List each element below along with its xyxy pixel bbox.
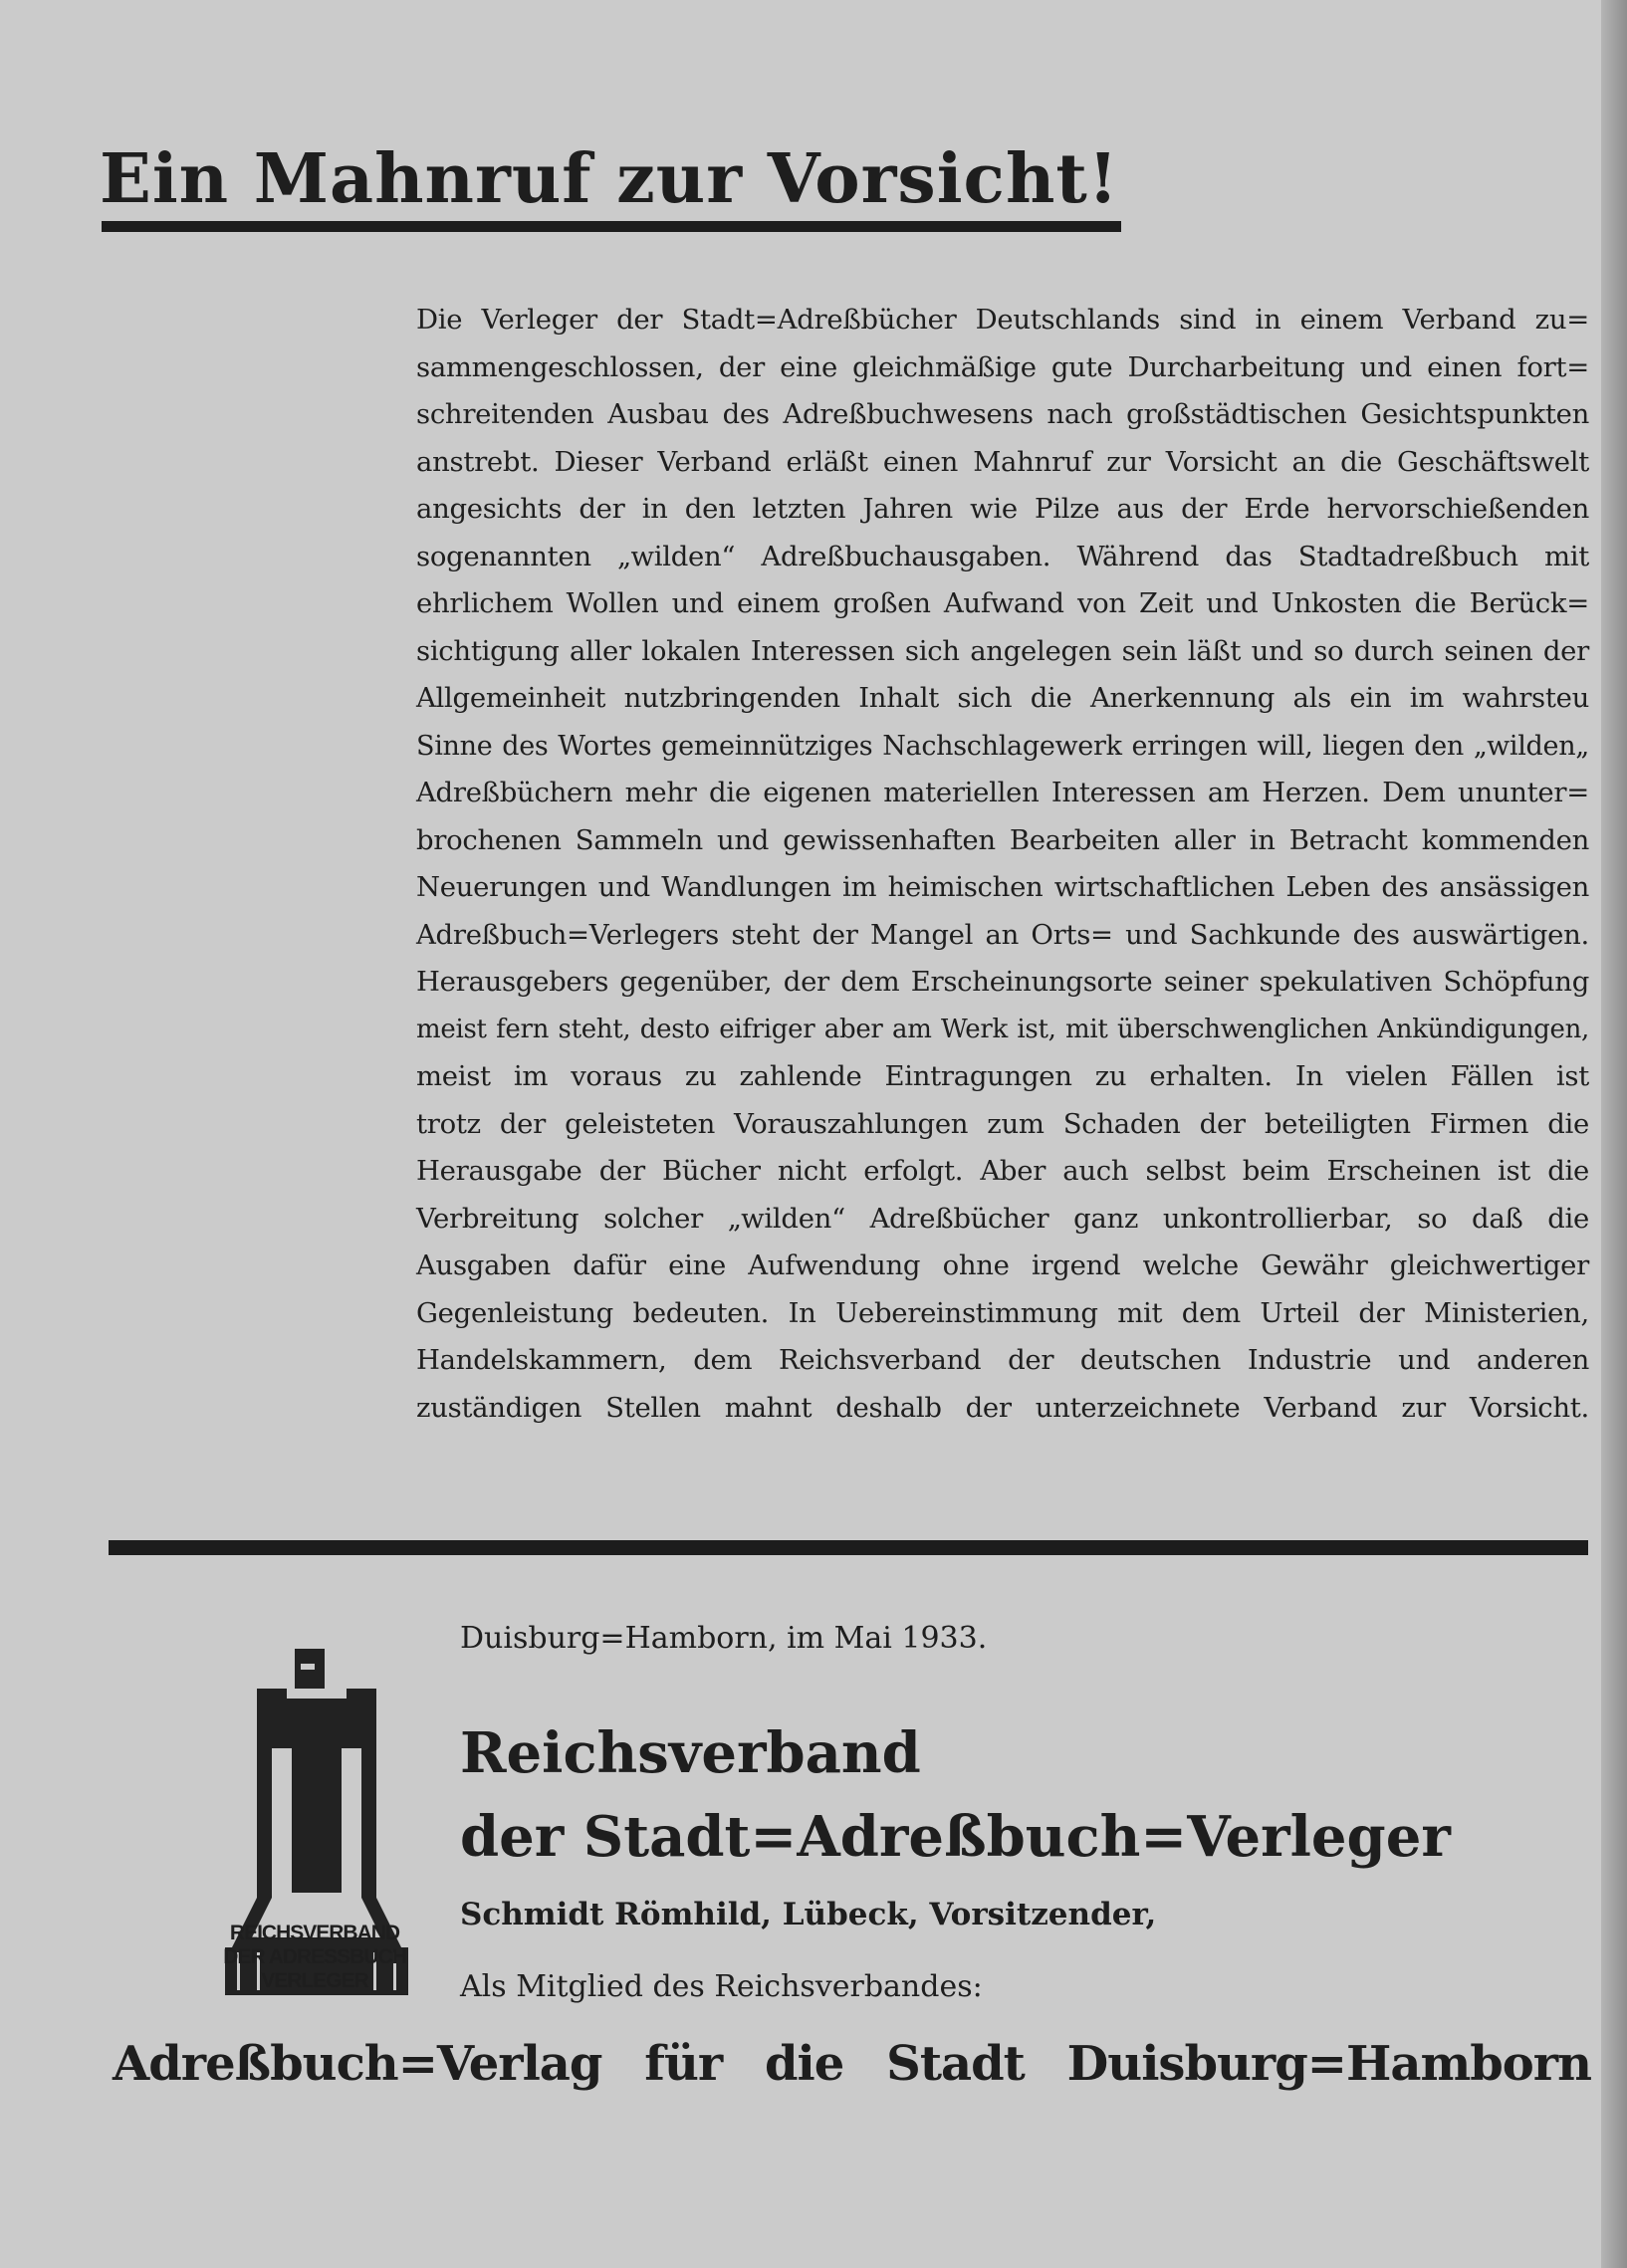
- body-text-line: ehrlichem Wollen und einem großen Aufwand von Zeit und Unkosten die Berück=: [416, 587, 1589, 619]
- body-text-line: angesichts der in den letzten Jahren wie Pilze aus der Erde hervorschießenden: [416, 493, 1589, 525]
- body-text-line: meist im voraus zu zahlende Eintragungen zu erhalten. In vielen Fällen ist: [416, 1060, 1589, 1092]
- logo-caption-line: DER ADRESSBUCH: [223, 1945, 406, 1968]
- body-text-line: Gegenleistung bedeuten. In Uebereinstimmung mit dem Urteil der Ministerien,: [416, 1296, 1589, 1329]
- body-text-line: Ausgaben dafür eine Aufwendung ohne irgend welche Gewähr gleichwertiger: [416, 1249, 1589, 1281]
- section-divider-rule: [109, 1540, 1588, 1555]
- body-text-line: anstrebt. Dieser Verband erläßt einen Mahnruf zur Vorsicht an die Geschäftswelt: [416, 445, 1589, 478]
- body-text-line: zuständigen Stellen mahnt deshalb der unterzeichnete Verband zur Vorsicht.: [416, 1391, 1589, 1424]
- body-text-line: sichtigung aller lokalen Interessen sich angelegen sein läßt und so durch seinen der: [416, 634, 1589, 667]
- publisher-name: Adreßbuch=Verlag für die Stadt Duisburg=Hamborn: [113, 2036, 1591, 2092]
- body-text-line: Adreßbüchern mehr die eigenen materiellen Interessen am Herzen. Dem ununter=: [416, 777, 1589, 808]
- body-text-line: Sinne des Wortes gemeinnütziges Nachschlagewerk erringen will, liegen den „wilden„: [416, 730, 1589, 762]
- chairman-line: Schmidt Römhild, Lübeck, Vorsitzender,: [460, 1897, 1157, 1932]
- body-text-line: Verbreitung solcher „wilden“ Adreßbücher ganz unkontrollierbar, so daß die: [416, 1202, 1589, 1235]
- page-title: Ein Mahnruf zur Vorsicht!: [100, 139, 1119, 219]
- body-text-line: Neuerungen und Wandlungen im heimischen wirtschaftlichen Leben des ansässigen: [416, 871, 1589, 903]
- body-text-line: sogenannten „wilden“ Adreßbuchausgaben. Während das Stadtadreßbuch mit: [416, 540, 1589, 572]
- body-text-line: schreitenden Ausbau des Adreßbuchwesens nach großstädtischen Gesichtspunkten: [416, 398, 1589, 430]
- body-text-line: Herausgabe der Bücher nicht erfolgt. Aber auch selbst beim Erscheinen ist die: [416, 1155, 1589, 1187]
- page-edge-shadow: [1601, 0, 1627, 2268]
- body-text-line: sammengeschlossen, der eine gleichmäßige gute Durcharbeitung und einen fort=: [416, 350, 1589, 383]
- logo-caption-line: REICHSVERBAND: [229, 1922, 400, 1944]
- member-label: Als Mitglied des Reichsverbandes:: [460, 1969, 983, 2004]
- organization-name-line2: der Stadt=Adreßbuch=Verleger: [460, 1804, 1451, 1870]
- body-text-line: Adreßbuch=Verlegers steht der Mangel an Orts= und Sachkunde des auswärtigen.: [416, 918, 1589, 951]
- body-text-line: Die Verleger der Stadt=Adreßbücher Deutschlands sind in einem Verband zu=: [416, 304, 1589, 336]
- date-line: Duisburg=Hamborn, im Mai 1933.: [460, 1621, 988, 1656]
- body-text: [416, 297, 1589, 1432]
- organization-name-line1: Reichsverband: [460, 1720, 921, 1786]
- title-underline-rule: [102, 221, 1121, 232]
- body-text-line: Herausgebers gegenüber, der dem Erscheinungsorte seiner spekulativen Schöpfung: [416, 966, 1589, 998]
- body-text-line: trotz der geleisteten Vorauszahlungen zum Schaden der beteiligten Firmen die: [416, 1107, 1589, 1140]
- body-text-line: brochenen Sammeln und gewissenhaften Bearbeiten aller in Betracht kommenden: [416, 823, 1589, 856]
- body-text-line: Allgemeinheit nutzbringenden Inhalt sich die Anerkennung als ein im wahrsteu: [416, 682, 1589, 714]
- logo-caption: [217, 1922, 412, 1993]
- body-text-line: meist fern steht, desto eifriger aber am Werk ist, mit überschwenglichen Ankündigungen,: [416, 1014, 1589, 1044]
- logo-caption-line: VERLEGER: [261, 1969, 368, 1992]
- body-text-line: Handelskammern, dem Reichsverband der deutschen Industrie und anderen: [416, 1344, 1589, 1376]
